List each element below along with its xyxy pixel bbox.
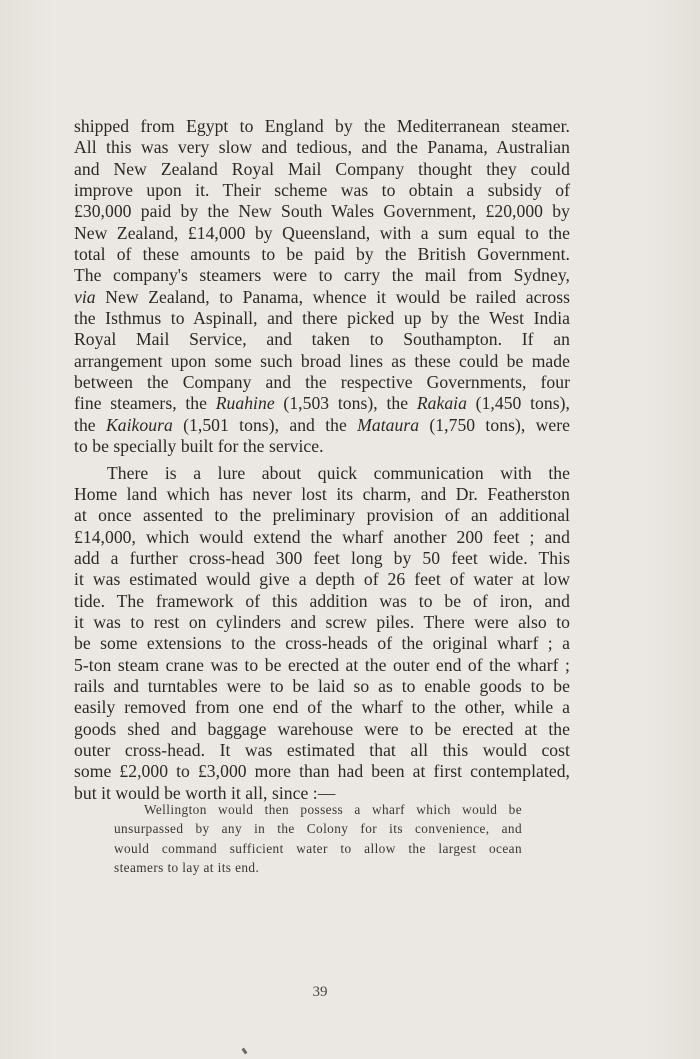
- text-line: between the Company and the respective Governments, four: [74, 372, 570, 393]
- text-line: and New Zealand Royal Mail Company thought they could: [74, 158, 570, 179]
- text-fragment: the: [74, 414, 106, 435]
- block-quote: [114, 800, 522, 878]
- text-line: tide. The framework of this addition was to be of iron, and: [74, 590, 570, 611]
- text-line: add a further cross-head 300 feet long by 50 feet wide. This: [74, 547, 570, 568]
- text-fragment: New Zealand, to Panama, whence it would be railed across: [95, 286, 570, 307]
- text-line: the Isthmus to Aspinall, and there picked up by the West India: [74, 308, 570, 329]
- text-line: £14,000, which would extend the wharf another 200 feet ; and: [74, 526, 570, 547]
- text-line: New Zealand, £14,000 by Queensland, with a sum equal to the: [74, 222, 570, 243]
- text-line: All this was very slow and tedious, and the Panama, Australian: [74, 137, 570, 158]
- text-line: to be specially built for the service.: [74, 436, 324, 457]
- paragraph-1: [74, 116, 570, 458]
- text-line: [74, 287, 570, 308]
- text-line: [74, 415, 570, 436]
- text-line: outer cross-head. It was estimated that all this would cost: [74, 739, 570, 760]
- text-line: some £2,000 to £3,000 more than had been at first contemplated,: [74, 761, 570, 782]
- text-line: There is a lure about quick communication with the: [107, 462, 570, 483]
- text-line: arrangement upon some such broad lines as these could be made: [74, 350, 570, 371]
- italic-via: via: [74, 286, 96, 307]
- text-line: goods shed and baggage warehouse were to be erected at the: [74, 718, 570, 739]
- text-line: it was estimated would give a depth of 26 feet of water at low: [74, 569, 570, 590]
- paper-speck: [242, 1048, 248, 1055]
- text-fragment: fine steamers, the: [74, 393, 216, 414]
- quote-line: steamers to lay at its end.: [114, 860, 260, 876]
- paragraph-2: [74, 463, 570, 805]
- quote-line: unsurpassed by any in the Colony for its convenience, and: [114, 821, 522, 837]
- text-line: [74, 393, 570, 414]
- text-line: at once assented to the preliminary provision of an additional: [74, 505, 570, 526]
- ship-name-ruahine: Ruahine: [215, 393, 275, 414]
- text-line: £30,000 paid by the New South Wales Government, £20,000 by: [74, 201, 570, 222]
- ship-name-kaikoura: Kaikoura: [105, 414, 173, 435]
- text-fragment: (1,450 tons),: [466, 393, 570, 414]
- text-line: rails and turntables were to be laid so as to enable goods to be: [74, 675, 570, 696]
- page-number: 39: [312, 984, 328, 1000]
- text-line: be some extensions to the cross-heads of the original wharf ; a: [74, 633, 570, 654]
- ship-name-mataura: Mataura: [357, 414, 420, 435]
- text-line: shipped from Egypt to England by the Mediterranean steamer.: [74, 116, 570, 136]
- text-line: easily removed from one end of the wharf to the other, while a: [74, 697, 570, 718]
- text-fragment: (1,501 tons), and the: [172, 414, 358, 435]
- body-text: [74, 116, 570, 804]
- text-line: improve upon it. Their scheme was to obtain a subsidy of: [74, 180, 570, 201]
- quote-line: would command sufficient water to allow the largest ocean: [114, 840, 522, 856]
- text-fragment: (1,750 tons), were: [419, 414, 571, 435]
- ship-name-rakaia: Rakaia: [416, 393, 467, 414]
- quote-line: Wellington would then possess a wharf which would be: [144, 802, 522, 817]
- text-fragment: (1,503 tons), the: [274, 393, 417, 414]
- text-line: The company's steamers were to carry the mail from Sydney,: [74, 265, 570, 286]
- text-line: Home land which has never lost its charm, and Dr. Featherston: [74, 483, 570, 504]
- text-line: total of these amounts to be paid by the British Government.: [74, 244, 570, 265]
- text-line: Royal Mail Service, and taken to Southampton. If an: [74, 329, 570, 350]
- text-line: 5-ton steam crane was to be erected at the outer end of the wharf ;: [74, 654, 570, 675]
- text-line: but it would be worth it all, since :—: [74, 782, 336, 803]
- text-line: it was to rest on cylinders and screw piles. There were also to: [74, 611, 570, 632]
